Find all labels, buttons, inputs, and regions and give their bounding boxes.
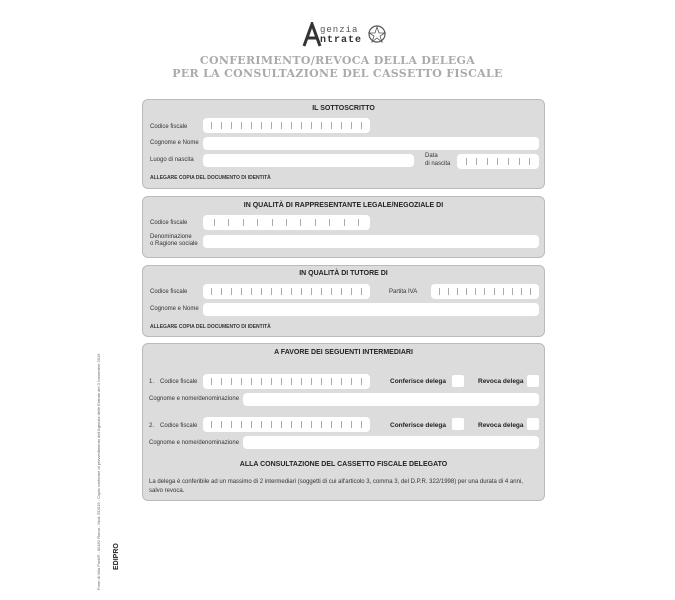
cognome-nome-label: Cognome e Nome — [150, 140, 199, 146]
form-title-line1: CONFERIMENTO/REVOCA DELLA DELEGA — [199, 54, 476, 67]
revoca-delega-label: Revoca delega — [478, 422, 524, 429]
allegare-documento-note: ALLEGARE COPIA DEL DOCUMENTO DI IDENTITÀ — [150, 175, 271, 181]
intermediario-2-codice-fiscale-field[interactable] — [203, 417, 370, 432]
section-title: IL SOTTOSCRITTO — [312, 105, 375, 112]
intermediario-1-revoca-checkbox[interactable] — [527, 375, 539, 387]
codice-fiscale-field[interactable] — [203, 284, 370, 299]
republic-emblem-icon — [368, 23, 386, 45]
cognome-denominazione-label: Cognome e nome/denominazione — [149, 396, 240, 402]
section-title: IN QUALITÀ DI TUTORE DI — [299, 270, 388, 277]
intermediario-1-conferisce-checkbox[interactable] — [452, 375, 464, 387]
denominazione-field[interactable] — [203, 235, 539, 248]
data-nascita-field[interactable] — [457, 154, 539, 169]
codice-fiscale-label: Codice fiscale — [150, 220, 188, 226]
section-title: A FAVORE DEI SEGUENTI INTERMEDIARI — [274, 349, 413, 356]
partita-iva-label: Partita IVA — [389, 289, 418, 295]
delega-note: La delega è conferibile ad un massimo di 2 intermediari (soggetti di cui all'articolo 3, comma 3, del D.P.R. 322/1998) per una durata di 4 anni, salvo revoca. — [149, 479, 523, 494]
allegare-documento-note: ALLEGARE COPIA DEL DOCUMENTO DI IDENTITÀ — [150, 324, 271, 330]
cognome-nome-label: Cognome e Nome — [150, 306, 199, 312]
intermediario-2-denominazione-field[interactable] — [243, 436, 539, 449]
publisher-brand: EDIPRO — [113, 543, 120, 570]
denominazione-label: Denominazione — [150, 234, 192, 240]
data-nascita-label-2: di nascita — [425, 161, 451, 167]
logo-letter-icon — [302, 22, 322, 48]
data-nascita-label: Data — [425, 153, 438, 159]
section-rappresentante — [142, 196, 545, 258]
codice-fiscale-label: Codice fiscale — [150, 289, 188, 295]
luogo-nascita-label: Luogo di nascita — [150, 157, 194, 163]
cognome-nome-field[interactable] — [203, 303, 539, 316]
codice-fiscale-label: Codice fiscale — [160, 423, 198, 429]
intermediario-2-conferisce-checkbox[interactable] — [452, 418, 464, 430]
luogo-nascita-field[interactable] — [203, 154, 414, 167]
intermediario-2-number: 2. — [149, 423, 155, 429]
section-intermediari — [142, 343, 545, 501]
ragione-sociale-label: o Ragione sociale — [150, 241, 198, 247]
conferisce-delega-label: Conferisce delega — [390, 378, 446, 385]
intermediario-2-revoca-checkbox[interactable] — [527, 418, 539, 430]
intermediario-1-codice-fiscale-field[interactable] — [203, 374, 370, 389]
side-legal-text: Form di Villa Ponti® - 00182 Roma - Mod. ED019 - Copia conforme al provvedimento dell'Agenzia delle Entrate del 3 Novembre 2016 — [96, 353, 101, 590]
section-sottoscritto — [142, 99, 545, 189]
conferisce-delega-label: Conferisce delega — [390, 422, 446, 429]
consultazione-title: ALLA CONSULTAZIONE DEL CASSETTO FISCALE DELEGATO — [239, 461, 448, 468]
codice-fiscale-field[interactable] — [203, 215, 370, 230]
partita-iva-field[interactable] — [431, 284, 539, 299]
revoca-delega-label: Revoca delega — [478, 378, 524, 385]
section-title: IN QUALITÀ DI RAPPRESENTANTE LEGALE/NEGOZIALE DI — [243, 202, 444, 209]
cognome-nome-field[interactable] — [203, 137, 539, 150]
intermediario-1-denominazione-field[interactable] — [243, 393, 539, 406]
logo-text-line2: ntrate — [320, 35, 363, 46]
codice-fiscale-label: Codice fiscale — [150, 124, 188, 130]
logo-text-line1: genzia — [320, 25, 359, 35]
form-title-line2: PER LA CONSULTAZIONE DEL CASSETTO FISCALE — [172, 67, 503, 80]
codice-fiscale-field[interactable] — [203, 118, 370, 133]
intermediario-1-number: 1. — [149, 379, 155, 385]
codice-fiscale-label: Codice fiscale — [160, 379, 198, 385]
cognome-denominazione-label: Cognome e nome/denominazione — [149, 440, 240, 446]
section-tutore — [142, 265, 545, 337]
agenzia-entrate-logo — [298, 22, 388, 54]
